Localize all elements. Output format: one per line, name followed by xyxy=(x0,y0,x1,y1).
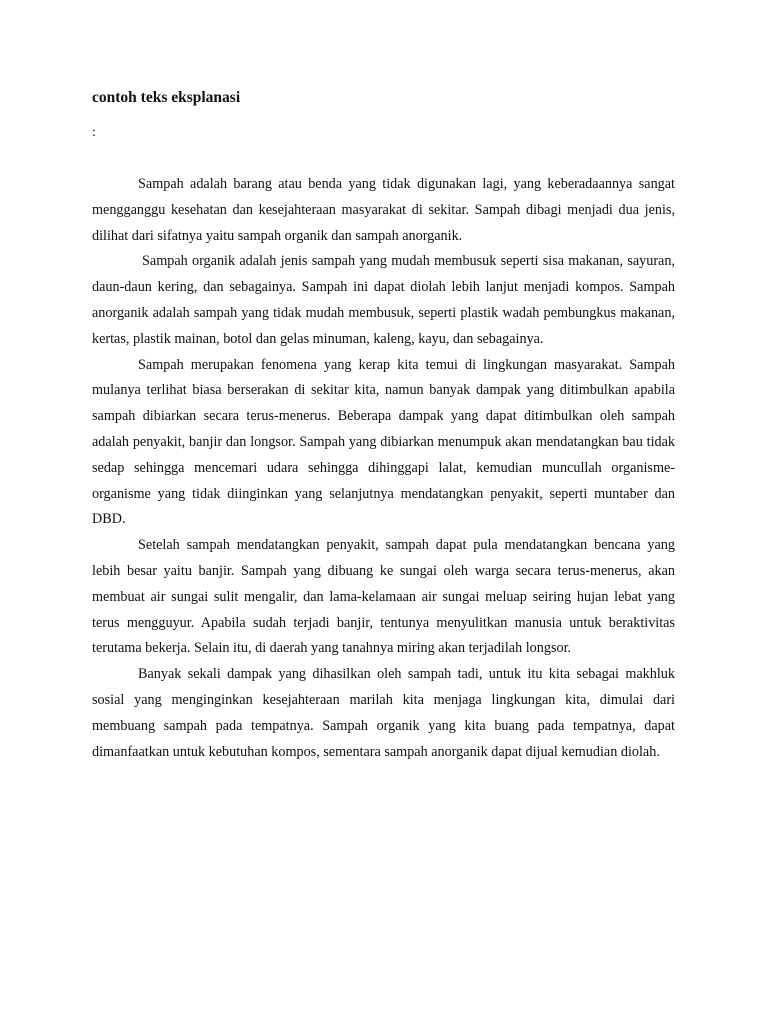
paragraph-definition: Sampah adalah barang atau benda yang tidak digunakan lagi, yang keberadaannya sangat mengganggu kesehatan dan kesejahteraan masyarakat di sekitar. Sampah dibagi menjadi dua jenis, dilihat dari sifatnya yaitu sampah organik dan sampah anorganik. xyxy=(92,176,675,244)
paragraph-flood-landslide: Setelah sampah mendatangkan penyakit, sampah dapat pula mendatangkan bencana yang lebih besar yaitu banjir. Sampah yang dibuang ke sungai oleh warga secara terus-menerus, akan membuat air sungai sulit mengalir, dan lama-kelamaan air sungai meluap seiring hujan lebat yang terus mengguyur. Apabila sudah terjadi banjir, tentunya menyulitkan manusia untuk beraktivitas terutama bekerja. Selain itu, di daerah yang tanahnya miring akan terjadilah longsor. xyxy=(92,537,675,657)
paragraph-types: Sampah organik adalah jenis sampah yang mudah membusuk seperti sisa makanan, sayuran, daun-daun kering, dan sebagainya. Sampah ini dapat diolah lebih lanjut menjadi kompos. Sampah anorganik adalah sampah yang tidak mudah membusuk, seperti plastik wadah pembungkus makanan, kertas, plastik mainan, botol dan gelas minuman, kaleng, kayu, dan sebagainya. xyxy=(92,253,675,347)
paragraph-impacts: Sampah merupakan fenomena yang kerap kita temui di lingkungan masyarakat. Sampah mulanya terlihat biasa berserakan di sekitar kita, namun banyak dampak yang ditimbulkan apabila sampah dibiarkan secara terus-menerus. Beberapa dampak yang dapat ditimbulkan oleh sampah adalah penyakit, banjir dan longsor. Sampah yang dibiarkan menumpuk akan mendatangkan bau tidak sedap sehingga mencemari udara sehingga dihinggapi lalat, kemudian muncullah organisme-organisme yang tidak diinginkan yang selanjutnya mendatangkan penyakit, seperti muntaber dan DBD. xyxy=(92,356,675,528)
document-title: contoh teks eksplanasi xyxy=(92,89,241,106)
colon-separator: : xyxy=(92,125,96,140)
paragraph-conclusion: Banyak sekali dampak yang dihasilkan oleh sampah tadi, untuk itu kita sebagai makhluk sosial yang menginginkan kesejahteraan marilah kita menjaga lingkungan kita, dimulai dari membuang sampah pada tempatnya. Sampah organik yang kita buang pada tempatnya, dapat dimanfaatkan untuk kebutuhan kompos, sementara sampah anorganik dapat dijual kemudian diolah. xyxy=(92,666,675,760)
document-body xyxy=(92,172,675,765)
